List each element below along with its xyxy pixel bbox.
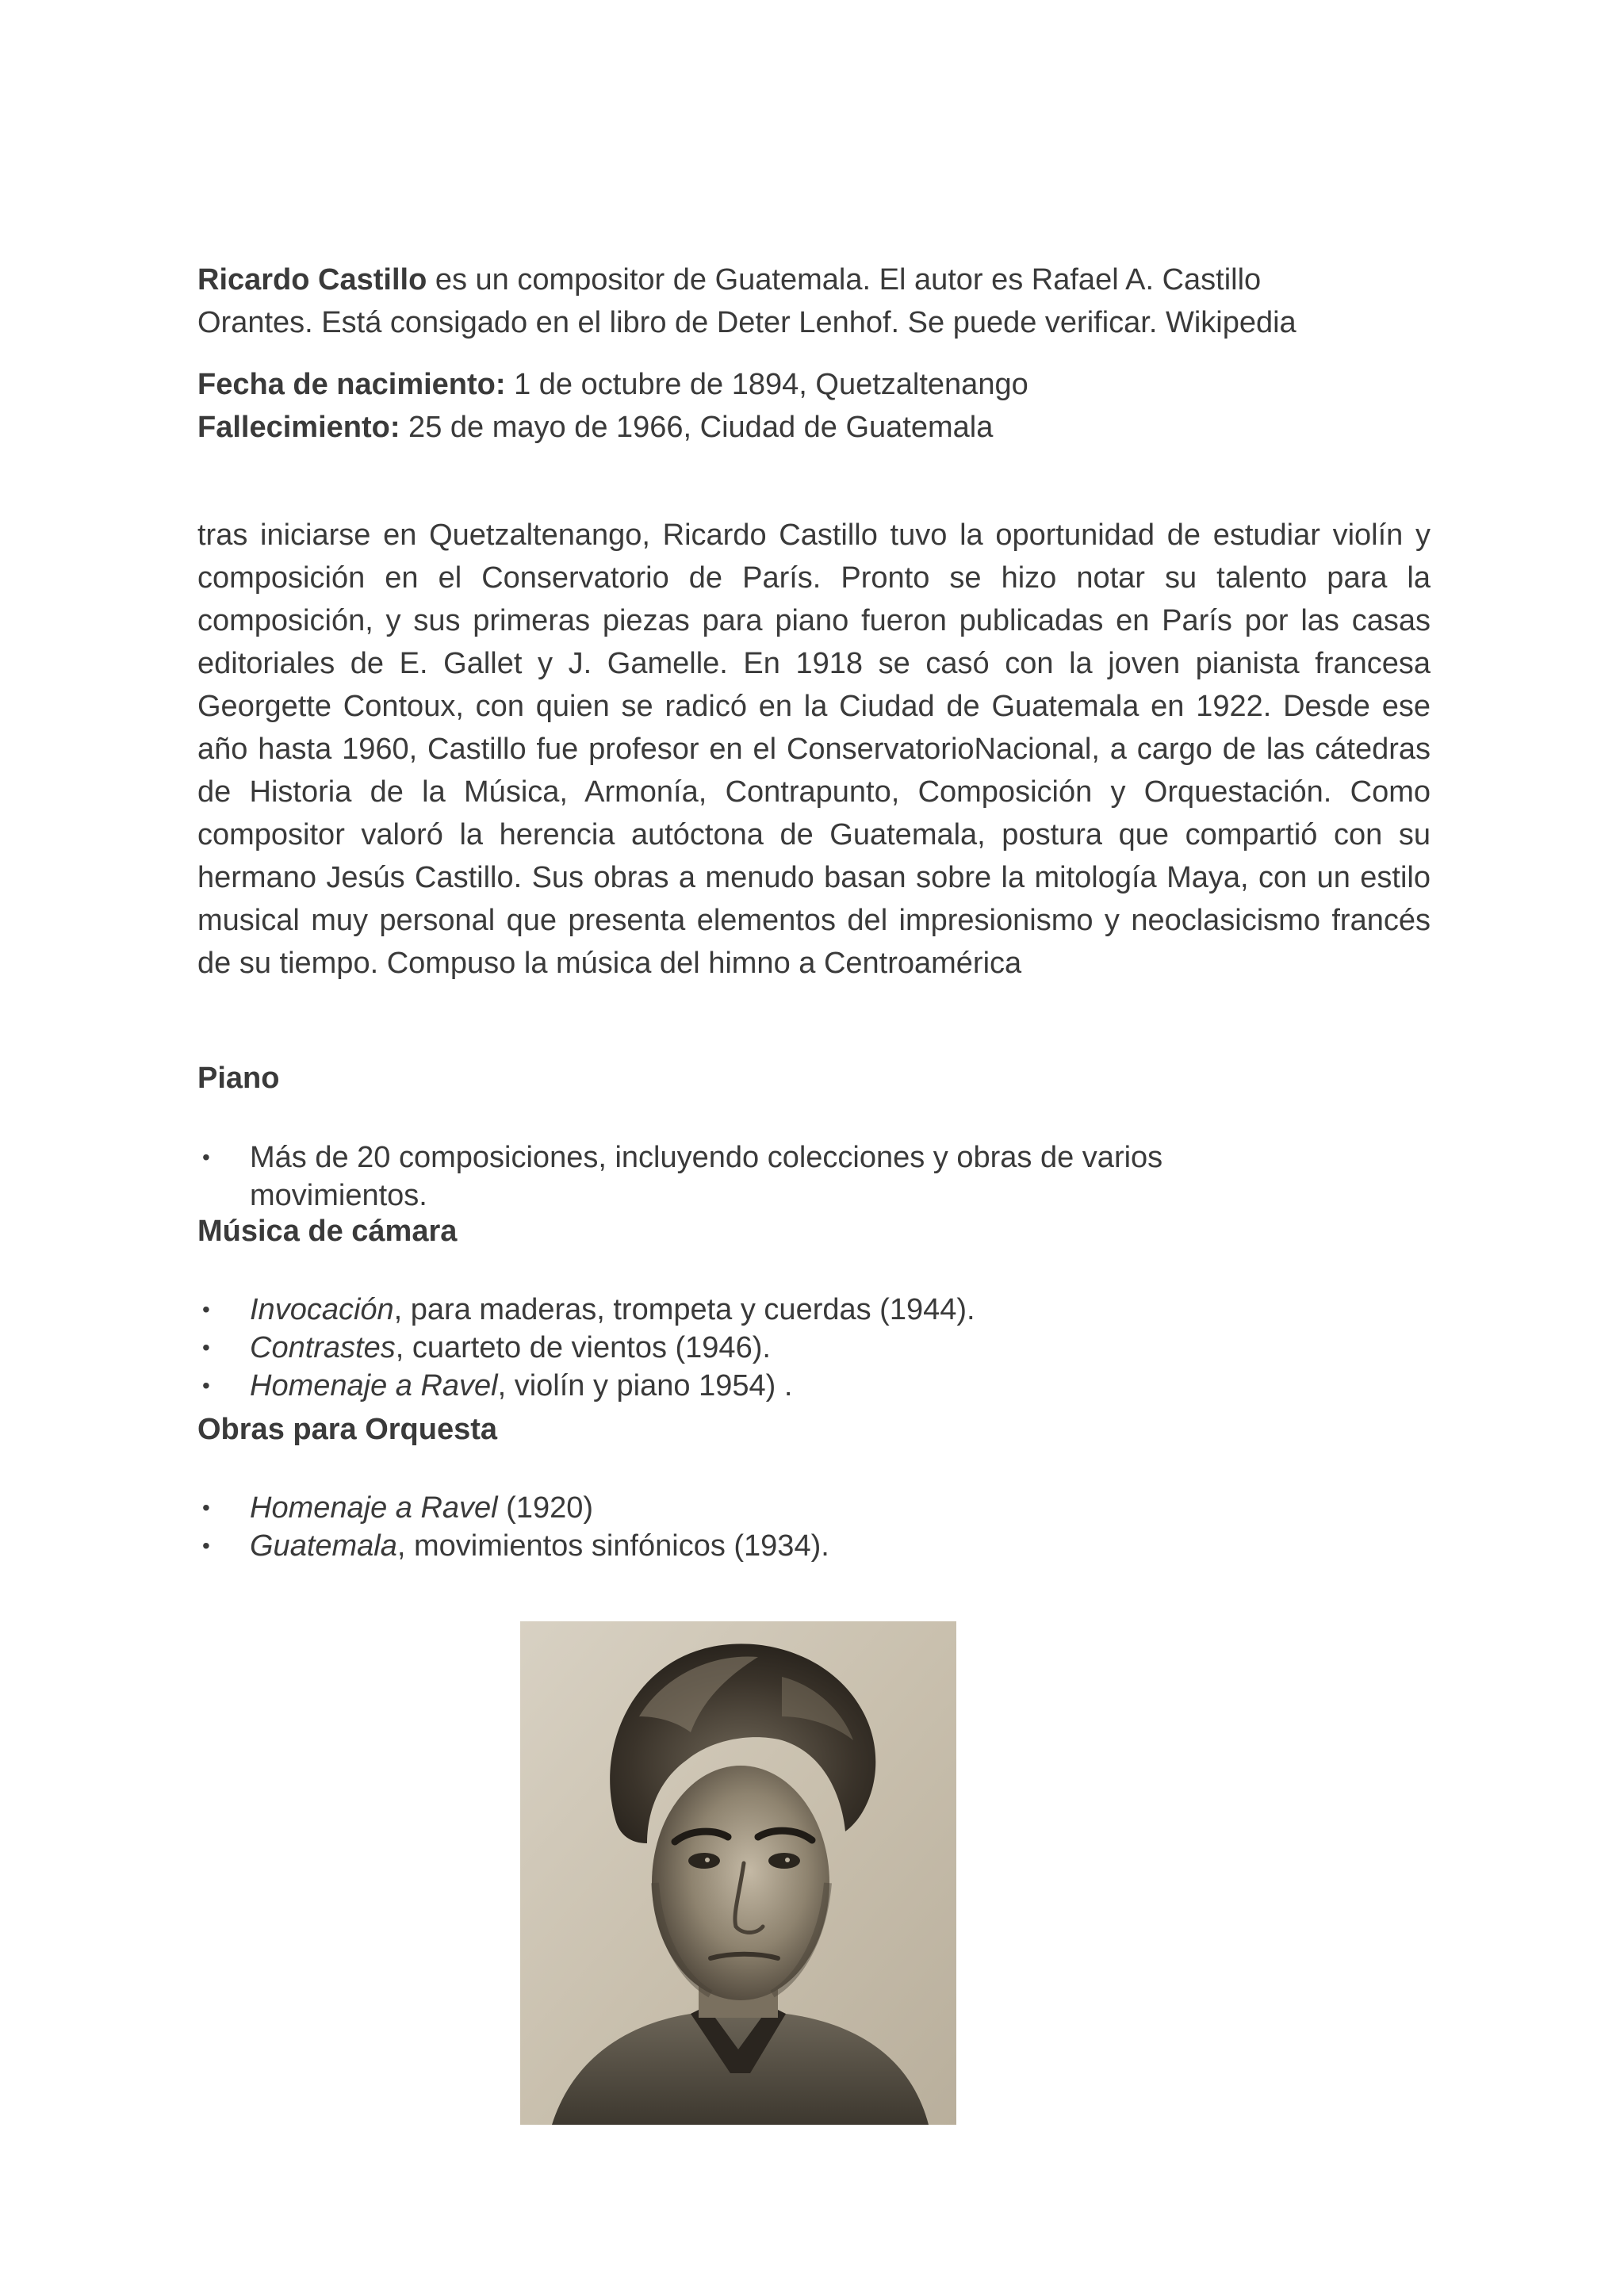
bullet-icon: • (202, 1495, 210, 1520)
piano-list (197, 1138, 1252, 1215)
list-item (197, 1527, 1431, 1565)
bullet-icon: • (202, 1533, 210, 1558)
biography-paragraph (197, 514, 1431, 985)
work-title: Guatemala (250, 1529, 397, 1563)
death-line (197, 406, 1431, 449)
intro-line-2: Orantes. Está consigado en el libro de Deter Lenhof. Se puede verificar. Wikipedia (197, 306, 1297, 339)
piano-item-text: Más de 20 composiciones, incluyendo colecciones y obras de varios movimientos. (250, 1141, 1163, 1212)
intro-line-1-text: es un compositor de Guatemala. El autor es Rafael A. Castillo (427, 263, 1262, 297)
heading-piano: Piano (197, 1062, 280, 1095)
chamber-list (197, 1291, 1431, 1405)
work-title: Invocación (250, 1293, 394, 1326)
work-title: Contrastes (250, 1331, 396, 1364)
portrait-photo (520, 1621, 956, 2125)
list-item (197, 1489, 1431, 1527)
list-item (197, 1329, 1431, 1367)
subject-name: Ricardo Castillo (197, 263, 427, 297)
death-value: 25 de mayo de 1966, Ciudad de Guatemala (400, 411, 994, 444)
list-item (197, 1291, 1431, 1329)
death-label: Fallecimiento: (197, 411, 400, 444)
intro-paragraph (197, 258, 1431, 344)
facts-block (197, 363, 1431, 449)
biography-text: tras iniciarse en Quetzaltenango, Ricardo Castillo tuvo la oportunidad de estudiar violín y composición en el Conservatorio de París. Pronto se hizo notar su talento para la composición, y sus primeras piezas para piano fueron publicadas en París por las casas editoriales de E. Gallet y J. Gamelle. En 1918 se casó con la joven pianista francesa Georgette Contoux, con quien se radicó en la Ciudad de Guatemala en 1922. Desde ese año hasta 1960, Castillo fue profesor en el ConservatorioNacional, a cargo de las cátedras de Historia de la Música, Armonía, Contrapunto, Composición y Orquestación. Como compositor valoró la herencia autóctona de Guatemala, postura que compartió con su hermano Jesús Castillo. Sus obras a menudo basan sobre la mitología Maya, con un estilo musical muy personal que presenta elementos del impresionismo y neoclasicismo francés de su tiempo. Compuso la música del himno a Centroamérica (197, 519, 1431, 980)
birth-label: Fecha de nacimiento: (197, 368, 506, 401)
heading-orchestra: Obras para Orquesta (197, 1413, 498, 1446)
work-details: , para maderas, trompeta y cuerdas (1944). (393, 1293, 975, 1326)
orchestra-list (197, 1489, 1431, 1565)
birth-line (197, 363, 1431, 406)
list-item (197, 1367, 1431, 1405)
work-details: (1920) (497, 1491, 594, 1525)
intro-line-1 (197, 258, 1431, 301)
birth-value: 1 de octubre de 1894, Quetzaltenango (505, 368, 1028, 401)
heading-chamber-music: Música de cámara (197, 1215, 458, 1248)
bullet-icon: • (202, 1297, 210, 1322)
work-title: Homenaje a Ravel (250, 1369, 498, 1402)
list-item (197, 1138, 1252, 1215)
work-title: Homenaje a Ravel (250, 1491, 498, 1525)
work-details: , cuarteto de vientos (1946). (395, 1331, 771, 1364)
bullet-icon: • (202, 1335, 210, 1360)
bullet-icon: • (202, 1145, 210, 1169)
work-details: , movimientos sinfónicos (1934). (396, 1529, 829, 1563)
work-details: , violín y piano 1954) . (497, 1369, 793, 1402)
bullet-icon: • (202, 1373, 210, 1398)
